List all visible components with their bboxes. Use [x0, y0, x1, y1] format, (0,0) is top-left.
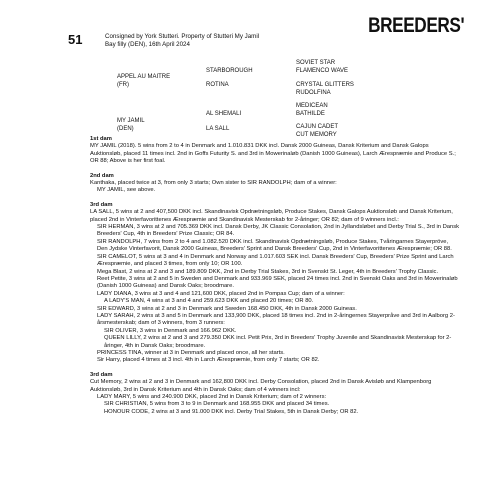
third-dam-line: Reet Petite, 3 wins at 2 and 5 in Sweden and Denmark and 933.969 SEK, placed 24 times incl. 2nd in Svenskt Oaks and 3rd in Mowerinaløb (Danish 1000 Guineas) and Dansk Oaks; broodmare. [97, 275, 458, 290]
third-dam-line: SIR RANDOLPH, 7 wins from 2 to 4 and 1.082.520 DKK incl. Skandinavisk Opdrætningsløb, Produce Stakes, Tvåringarnes Stayerpröve, Den Jydske Vinterfavorit, Dansk 2000 Guineas, Breeders' Sprint and Dansk Breeders' Cup, 2nd in Vinterfavorittenes Ærespræmie; OR 88. [97, 238, 452, 253]
ped-ss-dam: FLAMENCO WAVE [296, 68, 349, 74]
ped-ds-sire: MEDICEAN [296, 103, 328, 109]
third-dam-line: QUEEN LILLY, 2 wins at 2 and 3 and 279.350 DKK incl. Petit Prix, 3rd in Breeders' Trophy Juvenile and Skandinavisk Mesterskap for 2-åringer, 4th in Dansk Oaks; broodmare. [104, 335, 452, 349]
second-dam-produce: MY JAMIL, see above. [97, 187, 156, 194]
third-dam-line: SIR CAMELOT, 5 wins at 3 and 4 in Denmark and Norway and 1.017.603 SEK incl. Dansk Breeders' Cup, Breeders' Prize Sprint and Larch Ærespræmie, and placed 3 times, from only 10; OR 100. [97, 253, 454, 268]
ped-dam-sire: AL SHEMALI [206, 111, 242, 117]
foal-description: Bay filly (DEN), 16th April 2024 [105, 41, 190, 49]
third-dam-line: LA SALL, 5 wins at 2 and 407,500 DKK incl. Skandinavisk Opdrætningsløb, Produce Stakes, Dansk Galops Auktionsløb and Dansk Kriterium, placed 2nd in Vinterfavorittenes Ærespræmie and Skandinavisk Mesterskab for 2-åringer; OR 82; dam of 9 winners incl.: [90, 209, 453, 223]
brand-logo: BREEDERS' [367, 14, 464, 37]
ped-ds-dam: BATHILDE [296, 111, 325, 117]
fourth-dam-line: LADY MARY, 5 wins and 240.900 DKK, placed 2nd in Dansk Kriterium; dam of 2 winners: [97, 394, 327, 400]
third-dam-line: LADY DIANA, 3 wins at 3 and 4 and 121,600 DKK, placed 2nd in Pompas Cup; dam of a winner: [97, 290, 345, 297]
ped-dam-dam: LA SALL [206, 126, 230, 132]
ped-dam: MY JAMIL [117, 118, 145, 124]
third-dam-line: Mega Blast, 2 wins at 2 and 3 and 189.809 DKK, 2nd in Derby Trial Stakes, 3rd in Svenskt St. Leger, 4th in Breeders' Trophy Classic. [97, 268, 439, 275]
third-dam-line: Sir Harry, placed 4 times at 3 incl. 4th in Larch Ærespræmie, from only 7 starts; OR 82. [97, 357, 320, 364]
second-dam-text: Kanthaka, placed twice at 3, from only 3 starts; Own sister to SIR RANDOLPH; dam of a winner: [90, 180, 337, 187]
ped-dd-sire: CAJUN CADET [296, 124, 339, 130]
third-dam-line: SIR HERMAN, 3 wins at 2 and 705.369 DKK incl. Dansk Derby, JK Classic Consolation, 2nd in Jyllandsløbet and Derby Trial S., 3rd in Dansk Breeders' Cup, 4th in Breeders' Prize Classic; OR 84. [97, 224, 460, 238]
third-dam-title: 3rd dam [90, 201, 113, 208]
ped-sire-sire: STARBOROUGH [206, 68, 253, 74]
fourth-dam-line: HONOUR CODE, 2 wins at 3 and 91.000 DKK incl. Derby Trial Stakes, 5th in Dansk Derby; OR 82. [104, 408, 359, 415]
second-dam-title: 2nd dam [90, 172, 114, 179]
ped-sd-sire: CRYSTAL GLITTERS [296, 82, 354, 88]
ped-sire-country: (FR) [117, 82, 129, 88]
third-dam-line: LADY SARAH, 2 wins at 3 and 5 in Denmark and 133,900 DKK, placed 18 times incl. 2nd in 2-åringernes Stayerpråve and 3rd in Aalborg 2-årsmesterskab; dam of 3 winners, from 3 runners: [97, 312, 455, 327]
third-dam-line: PRINCESS TINA, winner at 3 in Denmark and placed once, all her starts. [97, 349, 285, 356]
lot-number: 51 [68, 32, 83, 47]
third-dam-line: A LADY'S MAN, 4 wins at 3 and 4 and 259.623 DKK and placed 20 times; OR 80. [104, 298, 314, 305]
ped-dd-dam: CUT MEMORY [296, 132, 337, 138]
produce-record [90, 136, 460, 416]
fourth-dam-title: 3rd dam [90, 371, 113, 378]
first-dam-title: 1st dam [90, 136, 112, 142]
consignor-line: Consigned by York Stutteri. Property of Stutteri My Jamil [105, 33, 260, 40]
first-dam-text: MY JAMIL (2018). 5 wins from 2 to 4 in Denmark and 1.010.831 DKK incl. Dansk 2000 Guineas, Dansk Kriterium and Dansk Galops Auktionsløb, placed 11 times incl. 2nd in Goffs Futurity S. and 3rd in Mowerinaløb (Danish 1000 Guineas), Larch Ærespræmie and Produce S.; OR 88; Above is her first foal. [90, 143, 456, 165]
fourth-dam-line: SIR CHRISTIAN, 5 wins from 3 to 9 in Denmark and 168.955 DKK and placed 34 times. [104, 401, 330, 408]
consignment-info [105, 33, 365, 49]
third-dam-line: SIR EDWARD, 3 wins at 2 and 3 in Denmark and Sweden 168.450 DKK, 4th in Dansk 2000 Guineas. [97, 305, 357, 312]
ped-sire-dam: ROTINA [206, 82, 229, 88]
third-dam-line: SIR OLIVER, 3 wins in Denmark and 166.962 DKK. [104, 327, 237, 334]
ped-sire: APPEL AU MAITRE [117, 74, 171, 80]
fourth-dam-line: Cut Memory, 2 wins at 2 and 3 in Denmark and 162,800 DKK incl. Derby Consolation, placed 2nd in Dansk Avisløb and Klampenborg Auktionsløb, 3rd in Dansk Kriterium and 4th in Dansk Oaks; dam of 4 winners incl: [90, 379, 432, 393]
ped-sd-dam: RUDOLFINA [296, 90, 331, 96]
ped-dam-country: (DEN) [117, 126, 134, 132]
ped-ss-sire: SOVIET STAR [296, 60, 336, 66]
